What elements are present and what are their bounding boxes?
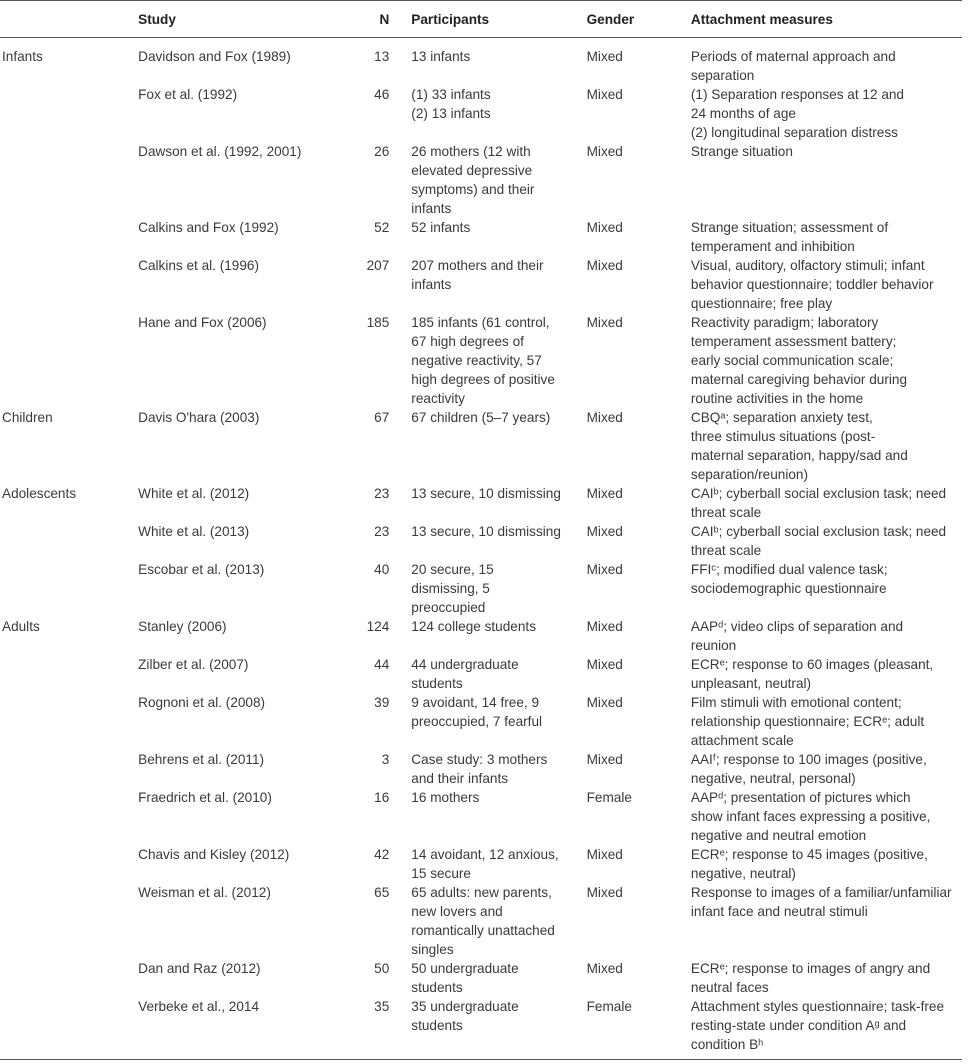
group-cell (0, 256, 138, 313)
group-cell: Adults (2, 619, 40, 634)
group-cell (0, 788, 138, 845)
measures-cell (691, 484, 962, 522)
measures-cell (691, 655, 962, 693)
group-cell (0, 560, 138, 617)
gender-cell: Mixed (586, 885, 623, 900)
participants-line: symptoms) and their (411, 182, 535, 197)
participants-line: 65 adults: new parents, (411, 885, 552, 900)
participants-line: 16 mothers (411, 790, 480, 805)
participants-line: 13 secure, 10 dismissing (411, 524, 561, 539)
table-row (0, 85, 962, 142)
participants-line: 15 secure (411, 866, 471, 881)
participants-line: infants (411, 201, 452, 216)
measures-cell (691, 38, 962, 86)
header-n: N (367, 1, 412, 38)
measures-line: behavior questionnaire; toddler behavior (690, 277, 934, 292)
participants-cell (411, 693, 586, 750)
header-study: Study (138, 1, 366, 38)
gender-cell: Mixed (586, 847, 623, 862)
gender-cell: Mixed (586, 562, 623, 577)
n-cell: 23 (374, 486, 390, 501)
n-cell: 207 (366, 258, 390, 273)
study-cell: Dawson et al. (1992, 2001) (138, 144, 302, 159)
participants-line: students (411, 1018, 463, 1033)
measures-line: negative and neutral emotion (690, 828, 867, 843)
measures-line: (2) longitudinal separation distress (690, 125, 898, 140)
measures-line: routine activities in the home (690, 391, 864, 406)
study-cell: White et al. (2013) (138, 524, 250, 539)
participants-cell (411, 750, 586, 788)
n-cell: 42 (374, 847, 390, 862)
measures-cell (691, 313, 962, 408)
participants-cell (411, 38, 586, 86)
table-row (0, 693, 962, 750)
measures-line: AAPᵈ; video clips of separation and (690, 619, 904, 634)
participants-line: 44 undergraduate (411, 657, 519, 672)
measures-line: AAIᶠ; response to 100 images (positive, (690, 752, 927, 767)
n-cell: 44 (374, 657, 390, 672)
measures-cell (691, 218, 962, 256)
measures-line: reunion (690, 638, 737, 653)
measures-line: show infant faces expressing a positive, (690, 809, 931, 824)
participants-line: elevated depressive (411, 163, 533, 178)
n-cell: 40 (374, 562, 390, 577)
group-cell (0, 655, 138, 693)
gender-cell: Mixed (586, 524, 623, 539)
participants-line: 26 mothers (12 with (411, 144, 531, 159)
study-cell: White et al. (2012) (138, 486, 250, 501)
measures-line: unpleasant, neutral) (690, 676, 812, 691)
participants-line: 124 college students (411, 619, 536, 634)
measures-cell (691, 883, 962, 959)
table-row (0, 655, 962, 693)
n-cell: 26 (374, 144, 390, 159)
measures-line: relationship questionnaire; ECRᵉ; adult (690, 714, 925, 729)
n-cell: 46 (374, 87, 390, 102)
n-cell: 16 (374, 790, 390, 805)
measures-line: separation (690, 68, 755, 83)
header-measures: Attachment measures (691, 1, 962, 38)
measures-line: temperament and inhibition (690, 239, 855, 254)
group-cell (0, 883, 138, 959)
study-cell: Hane and Fox (2006) (138, 315, 267, 330)
group-cell (0, 693, 138, 750)
n-cell: 67 (374, 410, 390, 425)
participants-line: reactivity (411, 391, 465, 406)
study-cell: Chavis and Kisley (2012) (138, 847, 290, 862)
participants-line: new lovers and (411, 904, 503, 919)
participants-cell (411, 313, 586, 408)
gender-cell: Mixed (586, 752, 623, 767)
gender-cell: Mixed (586, 619, 623, 634)
study-cell: Dan and Raz (2012) (138, 961, 261, 976)
measures-cell (691, 256, 962, 313)
gender-cell: Mixed (586, 410, 623, 425)
participants-cell (411, 218, 586, 256)
table-row (0, 959, 962, 997)
measures-line: maternal caregiving behavior during (690, 372, 908, 387)
n-cell: 185 (366, 315, 390, 330)
participants-cell (411, 655, 586, 693)
participants-line: 185 infants (61 control, (411, 315, 550, 330)
measures-cell (691, 85, 962, 142)
participants-cell (411, 256, 586, 313)
group-cell (0, 997, 138, 1060)
study-cell: Davidson and Fox (1989) (138, 49, 291, 64)
group-cell (0, 313, 138, 408)
measures-cell (691, 560, 962, 617)
measures-line: infant face and neutral stimuli (690, 904, 868, 919)
participants-line: (1) 33 infants (411, 87, 491, 102)
group-cell (0, 85, 138, 142)
participants-line: 207 mothers and their (411, 258, 544, 273)
gender-cell: Mixed (586, 961, 623, 976)
measures-line: threat scale (690, 505, 762, 520)
measures-line: maternal separation, happy/sad and (690, 448, 908, 463)
table-row (0, 218, 962, 256)
measures-cell (691, 959, 962, 997)
table-row (0, 256, 962, 313)
gender-cell: Mixed (586, 49, 623, 64)
participants-line: 67 high degrees of (411, 334, 524, 349)
study-cell: Fraedrich et al. (2010) (138, 790, 272, 805)
study-cell: Calkins and Fox (1992) (138, 220, 279, 235)
participants-line: Case study: 3 mothers (411, 752, 548, 767)
participants-line: 50 undergraduate (411, 961, 519, 976)
group-cell (0, 845, 138, 883)
measures-cell (691, 997, 962, 1060)
measures-line: AAPᵈ; presentation of pictures which (690, 790, 911, 805)
group-cell (0, 959, 138, 997)
measures-line: FFIᶜ; modified dual valence task; (690, 562, 888, 577)
participants-cell (411, 617, 586, 655)
table-row (0, 845, 962, 883)
study-cell: Fox et al. (1992) (138, 87, 238, 102)
measures-line: Attachment styles questionnaire; task-free (690, 999, 945, 1014)
table-row (0, 750, 962, 788)
participants-line: students (411, 676, 463, 691)
study-cell: Calkins et al. (1996) (138, 258, 260, 273)
n-cell: 13 (374, 49, 390, 64)
measures-line: CAIᵇ; cyberball social exclusion task; need (690, 486, 947, 501)
group-cell (0, 142, 138, 218)
participants-cell (411, 997, 586, 1060)
measures-line: threat scale (690, 543, 762, 558)
measures-cell (691, 522, 962, 560)
participants-line: romantically unattached (411, 923, 555, 938)
measures-line: CBQᵃ; separation anxiety test, (690, 410, 873, 425)
table-row (0, 142, 962, 218)
study-cell: Escobar et al. (2013) (138, 562, 265, 577)
participants-line: 52 infants (411, 220, 471, 235)
participants-line: dismissing, 5 (411, 581, 490, 596)
measures-line: CAIᵇ; cyberball social exclusion task; need (690, 524, 947, 539)
participants-cell (411, 408, 586, 484)
participants-cell (411, 845, 586, 883)
header-participants: Participants (411, 1, 586, 38)
measures-line: Response to images of a familiar/unfamiliar (690, 885, 952, 900)
measures-line: 24 months of age (690, 106, 796, 121)
n-cell: 35 (367, 997, 412, 1060)
measures-line: ECRᵉ; response to images of angry and (690, 961, 931, 976)
study-cell: Davis O'hara (2003) (138, 410, 260, 425)
participants-cell (411, 959, 586, 997)
participants-cell (411, 522, 586, 560)
group-cell: Children (2, 410, 53, 425)
gender-cell: Mixed (586, 220, 623, 235)
participants-line: preoccupied (411, 600, 486, 615)
participants-line: infants (411, 277, 452, 292)
measures-cell (691, 142, 962, 218)
study-cell: Zilber et al. (2007) (138, 657, 249, 672)
n-cell: 65 (374, 885, 390, 900)
participants-line: 13 infants (411, 49, 471, 64)
n-cell: 50 (374, 961, 390, 976)
measures-line: (1) Separation responses at 12 and (690, 87, 904, 102)
participants-cell (411, 142, 586, 218)
gender-cell: Female (587, 997, 691, 1060)
table-row (0, 484, 962, 522)
participants-line: 9 avoidant, 14 free, 9 (411, 695, 540, 710)
gender-cell: Mixed (586, 695, 623, 710)
measures-cell (691, 845, 962, 883)
gender-cell: Mixed (586, 87, 623, 102)
group-cell: Infants (2, 49, 43, 64)
group-cell: Adolescents (2, 486, 77, 501)
measures-line: sociodemographic questionnaire (690, 581, 887, 596)
participants-line: and their infants (411, 771, 509, 786)
n-cell: 124 (366, 619, 390, 634)
measures-line: ECRᵉ; response to 45 images (positive, (690, 847, 928, 862)
table-row (0, 408, 962, 484)
measures-line: negative, neutral) (690, 866, 796, 881)
table-row (0, 788, 962, 845)
gender-cell: Mixed (586, 486, 623, 501)
group-cell (0, 218, 138, 256)
study-cell: Weisman et al. (2012) (138, 885, 271, 900)
measures-line: Strange situation (690, 144, 793, 159)
participants-line: 14 avoidant, 12 anxious, (411, 847, 559, 862)
table-row (0, 522, 962, 560)
measures-line: condition Bʰ (690, 1037, 764, 1052)
table-row (0, 313, 962, 408)
measures-line: early social communication scale; (690, 353, 894, 368)
participants-cell (411, 484, 586, 522)
measures-cell (691, 750, 962, 788)
header-group (0, 1, 138, 38)
table-row (0, 617, 962, 655)
measures-line: Reactivity paradigm; laboratory (690, 315, 879, 330)
table-row (0, 560, 962, 617)
measures-line: Visual, auditory, olfactory stimuli; infant (690, 258, 925, 273)
participants-line: 20 secure, 15 (411, 562, 494, 577)
measures-line: Strange situation; assessment of (690, 220, 889, 235)
n-cell: 52 (374, 220, 390, 235)
measures-line: Film stimuli with emotional content; (690, 695, 902, 710)
n-cell: 3 (381, 752, 390, 767)
study-cell: Rognoni et al. (2008) (138, 695, 266, 710)
participants-cell (411, 85, 586, 142)
participants-line: students (411, 980, 463, 995)
participants-line: high degrees of positive (411, 372, 555, 387)
participants-line: 35 undergraduate (411, 999, 519, 1014)
table-row (0, 997, 962, 1060)
measures-cell (691, 408, 962, 484)
participants-line: (2) 13 infants (411, 106, 491, 121)
measures-line: ECRᵉ; response to 60 images (pleasant, (690, 657, 934, 672)
measures-line: three stimulus situations (post- (690, 429, 876, 444)
measures-line: resting-state under condition Aᵍ and (690, 1018, 907, 1033)
participants-line: singles (411, 942, 454, 957)
gender-cell: Mixed (586, 258, 623, 273)
table-row (0, 883, 962, 959)
group-cell (0, 522, 138, 560)
measures-line: Periods of maternal approach and (690, 49, 896, 64)
study-cell: Behrens et al. (2011) (138, 752, 265, 767)
participants-line: 67 children (5–7 years) (411, 410, 551, 425)
measures-cell (691, 617, 962, 655)
participants-line: 13 secure, 10 dismissing (411, 486, 561, 501)
measures-line: attachment scale (690, 733, 794, 748)
participants-line: negative reactivity, 57 (411, 353, 542, 368)
group-cell (0, 750, 138, 788)
measures-line: negative, neutral, personal) (690, 771, 856, 786)
measures-cell (691, 693, 962, 750)
measures-cell (691, 788, 962, 845)
table-row (0, 38, 962, 86)
n-cell: 39 (374, 695, 390, 710)
table-body (0, 38, 962, 1060)
measures-line: questionnaire; free play (690, 296, 833, 311)
participants-cell (411, 560, 586, 617)
table-header-row (0, 1, 962, 38)
gender-cell: Mixed (586, 144, 623, 159)
study-cell: Stanley (2006) (138, 619, 227, 634)
gender-cell: Female (586, 790, 632, 805)
measures-line: temperament assessment battery; (690, 334, 897, 349)
study-cell: Verbeke et al., 2014 (138, 997, 366, 1060)
header-gender: Gender (587, 1, 691, 38)
n-cell: 23 (374, 524, 390, 539)
participants-cell (411, 883, 586, 959)
measures-line: separation/reunion) (690, 467, 809, 482)
gender-cell: Mixed (586, 315, 623, 330)
participants-cell (411, 788, 586, 845)
measures-line: neutral faces (690, 980, 769, 995)
participants-line: preoccupied, 7 fearful (411, 714, 543, 729)
gender-cell: Mixed (586, 657, 623, 672)
